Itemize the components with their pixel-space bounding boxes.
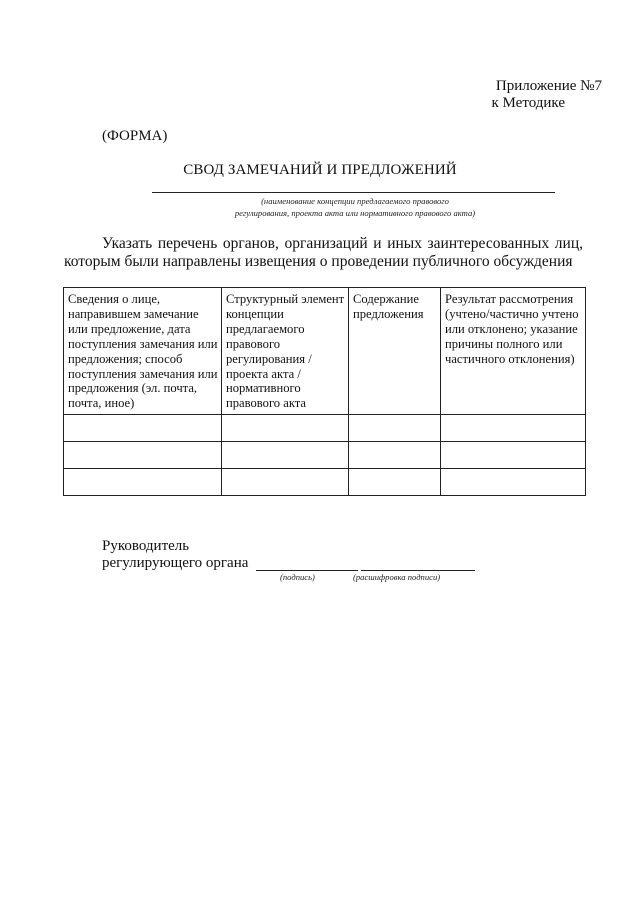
signature-field[interactable] (256, 570, 358, 571)
title-caption-line2: регулирования, проекта акта или нормативного правового акта) (234, 208, 476, 218)
table-cell[interactable] (222, 469, 349, 496)
appendix-number: Приложение №7 (495, 78, 602, 94)
signature-decoding-caption: (расшифровка подписи) (353, 572, 441, 582)
column-header-proposal-content: Содержание предложения (349, 288, 441, 415)
table-cell[interactable] (222, 442, 349, 469)
table-cell[interactable] (222, 415, 349, 442)
table-cell[interactable] (441, 469, 586, 496)
signature-decoding-field[interactable] (361, 570, 475, 571)
table-header-row (64, 288, 586, 415)
form-label: (ФОРМА) (102, 128, 168, 144)
table-cell[interactable] (349, 442, 441, 469)
column-header-review-result: Результат рассмотрения (учтено/частично учтено или отклонено; указание причины полного или частичного отклонения) (441, 288, 586, 415)
page-title: СВОД ЗАМЕЧАНИЙ И ПРЕДЛОЖЕНИЙ (183, 162, 457, 178)
table-cell[interactable] (349, 415, 441, 442)
table-cell[interactable] (64, 469, 222, 496)
title-caption (150, 195, 560, 219)
table-row (64, 442, 586, 469)
table-row (64, 469, 586, 496)
signatory-organization: регулирующего органа (102, 555, 249, 571)
table-cell[interactable] (64, 442, 222, 469)
signature-caption: (подпись) (280, 572, 315, 582)
title-fill-line (152, 192, 555, 193)
appendix-reference: к Методике (491, 95, 565, 111)
column-header-sender: Сведения о лице, направившем замечание или предложение, дата поступления замечания или предложения; способ поступления замечания или предложения (эл. почта, почта, иное) (64, 288, 222, 415)
table-cell[interactable] (64, 415, 222, 442)
column-header-structural-element: Структурный элемент концепции предлагаемого правового регулирования / проекта акта / нормативного правового акта (222, 288, 349, 415)
title-caption-line1: (наименование концепции предлагаемого правового (261, 196, 449, 206)
table-cell[interactable] (441, 442, 586, 469)
instruction-paragraph: Указать перечень органов, организаций и иных заинтересованных лиц, которым были направлены извещения о проведении публичного обсуждения (64, 235, 583, 270)
table-row (64, 415, 586, 442)
remarks-table (63, 287, 586, 496)
table-cell[interactable] (349, 469, 441, 496)
table-cell[interactable] (441, 415, 586, 442)
signatory-title: Руководитель (102, 538, 190, 554)
